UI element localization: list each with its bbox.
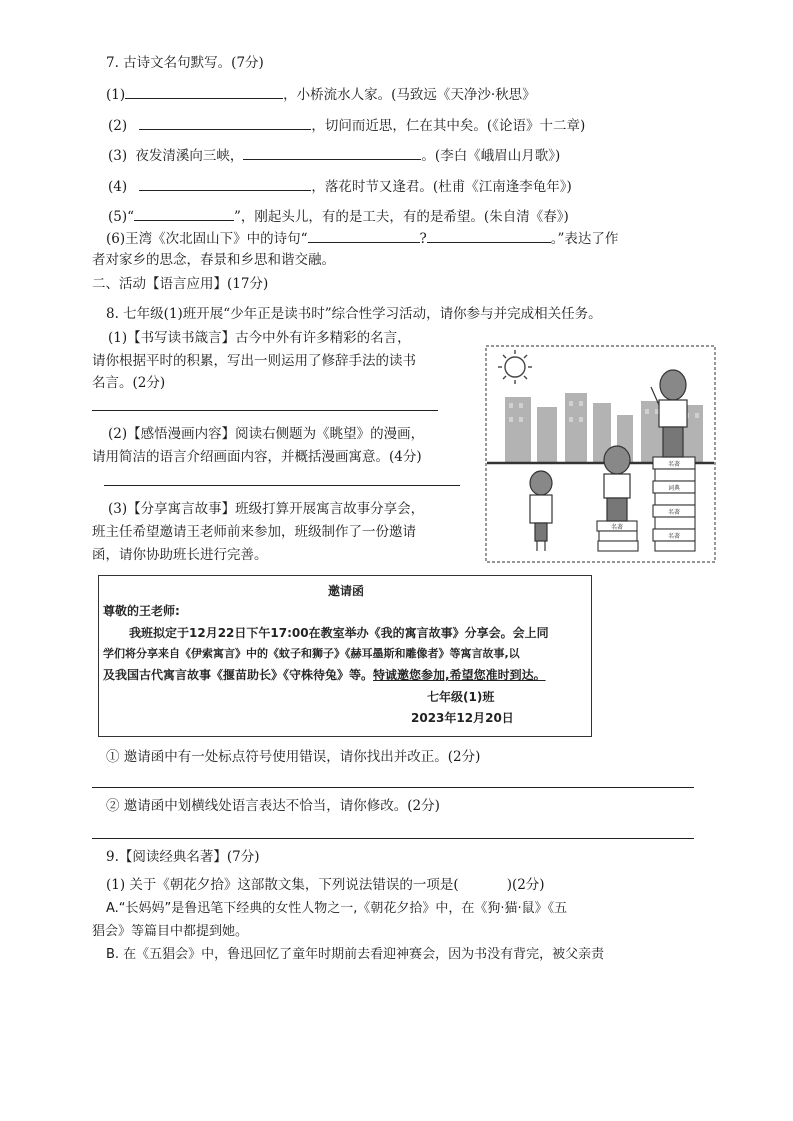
q7-5-text-a: (5)“ <box>108 209 135 225</box>
cartoon-image <box>485 345 716 563</box>
q7-title: 7. 古诗文名句默写。(7分) <box>106 55 264 71</box>
q8-2-line-2: 请用简洁的语言介绍画面内容，并概括漫画寓意。(4分) <box>92 449 422 465</box>
book-label: 名著 <box>667 461 681 468</box>
q9-option-a-line-2: 猖会》等篇目中都提到她。 <box>92 924 249 939</box>
invitation-underlined-text: 特诚邀您参加,希望您准时到达。 <box>373 668 546 682</box>
q8-3-line-1: (3)【分享寓言故事】班级打算开展寓言故事分享会， <box>108 501 425 517</box>
q7-3-text-a: 夜发清溪向三峡， <box>135 148 244 164</box>
q7-line-6-cont: 者对家乡的思念，春景和乡思和谐交融。 <box>92 252 335 268</box>
q7-line-4 <box>108 176 572 196</box>
answer-blank[interactable] <box>243 145 421 160</box>
q7-1-text: ，小桥流水人家。(马致远《天净沙·秋思》 <box>283 87 536 103</box>
q8-1-line-3: 名言。(2分) <box>92 375 166 391</box>
q7-line-2 <box>108 115 585 135</box>
section-2-title: 二、活动【语言应用】(17分) <box>92 276 269 292</box>
answer-blank[interactable] <box>139 176 311 191</box>
invitation-greeting: 尊敬的王老师: <box>103 604 180 618</box>
q8-1-line-2: 请你根据平时的积累，写出一则运用了修辞手法的读书 <box>92 353 416 369</box>
q9-1-score: )(2分) <box>506 877 545 893</box>
q7-5-text-b: ”，刚起头儿，有的是工夫，有的是希望。(朱自清《春》) <box>234 209 569 225</box>
q7-3-text-b: 。(李白《峨眉山月歌》) <box>421 148 561 164</box>
q8-3-line-3: 函，请你协助班长进行完善。 <box>92 547 268 563</box>
q7-2-text: ，切问而近思，仁在其中矣。(《论语》十二章) <box>311 118 586 134</box>
middle-child <box>604 446 630 521</box>
answer-blank[interactable] <box>134 206 234 221</box>
q7-4-number: (4) <box>108 179 128 195</box>
answer-blank[interactable] <box>125 84 283 99</box>
invitation-title: 邀请函 <box>327 584 364 598</box>
book-label: 名著 <box>667 533 681 540</box>
q9-title: 9.【阅读经典名著】(7分) <box>106 849 260 865</box>
q7-2-number: (2) <box>108 118 128 134</box>
q9-1 <box>106 876 545 894</box>
invitation-body-2: 学们将分享来自《伊索寓言》中的《蚊子和狮子》《赫耳墨斯和雕像者》等寓言故事,以 <box>103 647 520 660</box>
book-label: 名著 <box>667 509 681 516</box>
q7-line-3 <box>108 145 560 165</box>
q9-option-a-line-1: A.“长妈妈”是鲁迅笔下经典的女性人物之一,《朝花夕拾》中，在《狗·猫·鼠》《五 <box>106 901 568 916</box>
q7-line-5 <box>108 206 569 226</box>
invitation-body-1: 我班拟定于12月22日下午17:00在教室举办《我的寓言故事》分享会。会上同 <box>129 626 549 640</box>
invitation-body-3 <box>103 666 546 684</box>
answer-blank[interactable] <box>427 228 551 243</box>
cartoon-illustration <box>485 345 716 563</box>
q7-6-text-a: (6)王湾《次北固山下》中的诗句“ <box>106 231 308 247</box>
invitation-card <box>98 575 592 737</box>
q9-option-b-line-1: B. 在《五猖会》中，鲁迅回忆了童年时期前去看迎神赛会，因为书没有背完，被父亲责 <box>106 947 605 962</box>
q8-intro: 8. 七年级(1)班开展“少年正是读书时”综合性学习活动，请你参与并完成相关任务。 <box>106 306 602 322</box>
invitation-date: 2023年12月20日 <box>411 711 514 725</box>
answer-line[interactable] <box>92 838 694 839</box>
q9-1-text: (1) 关于《朝花夕拾》这部散文集，下列说法错误的一项是( <box>106 877 459 893</box>
answer-blank[interactable] <box>139 115 311 130</box>
q8-3-sub-1: ① 邀请函中有一处标点符号使用错误，请你找出并改正。(2分) <box>106 749 481 765</box>
q8-3-line-2: 班主任希望邀请王老师前来参加，班级制作了一份邀请 <box>92 524 416 540</box>
answer-line[interactable] <box>104 485 460 486</box>
q7-6-text-b: ? <box>419 231 427 247</box>
invitation-sign: 七年级(1)班 <box>427 690 495 704</box>
q7-3-number: (3) <box>108 148 128 164</box>
answer-line[interactable] <box>92 410 438 411</box>
q7-1-number: (1) <box>106 87 126 103</box>
q7-6-text-c: 。”表达了作 <box>550 231 619 247</box>
book-label: 词典 <box>667 485 681 492</box>
book-label: 名著 <box>610 524 624 531</box>
q7-4-text: ，落花时节又逢君。(杜甫《江南逢李龟年》) <box>311 179 572 195</box>
q8-3-sub-2: ② 邀请函中划横线处语言表达不恰当，请你修改。(2分) <box>106 798 440 814</box>
q8-1-line-1: (1)【书写读书箴言】古今中外有许多精彩的名言， <box>108 330 411 346</box>
q7-line-6 <box>106 228 618 248</box>
answer-line[interactable] <box>92 787 694 788</box>
answer-blank[interactable] <box>308 228 420 243</box>
q7-line-1 <box>106 84 536 104</box>
q8-2-line-1: (2)【感悟漫画内容】阅读右侧题为《眺望》的漫画， <box>108 426 425 442</box>
invitation-body-3a: 及我国古代寓言故事《揠苗助长》《守株待兔》等。 <box>103 668 374 682</box>
